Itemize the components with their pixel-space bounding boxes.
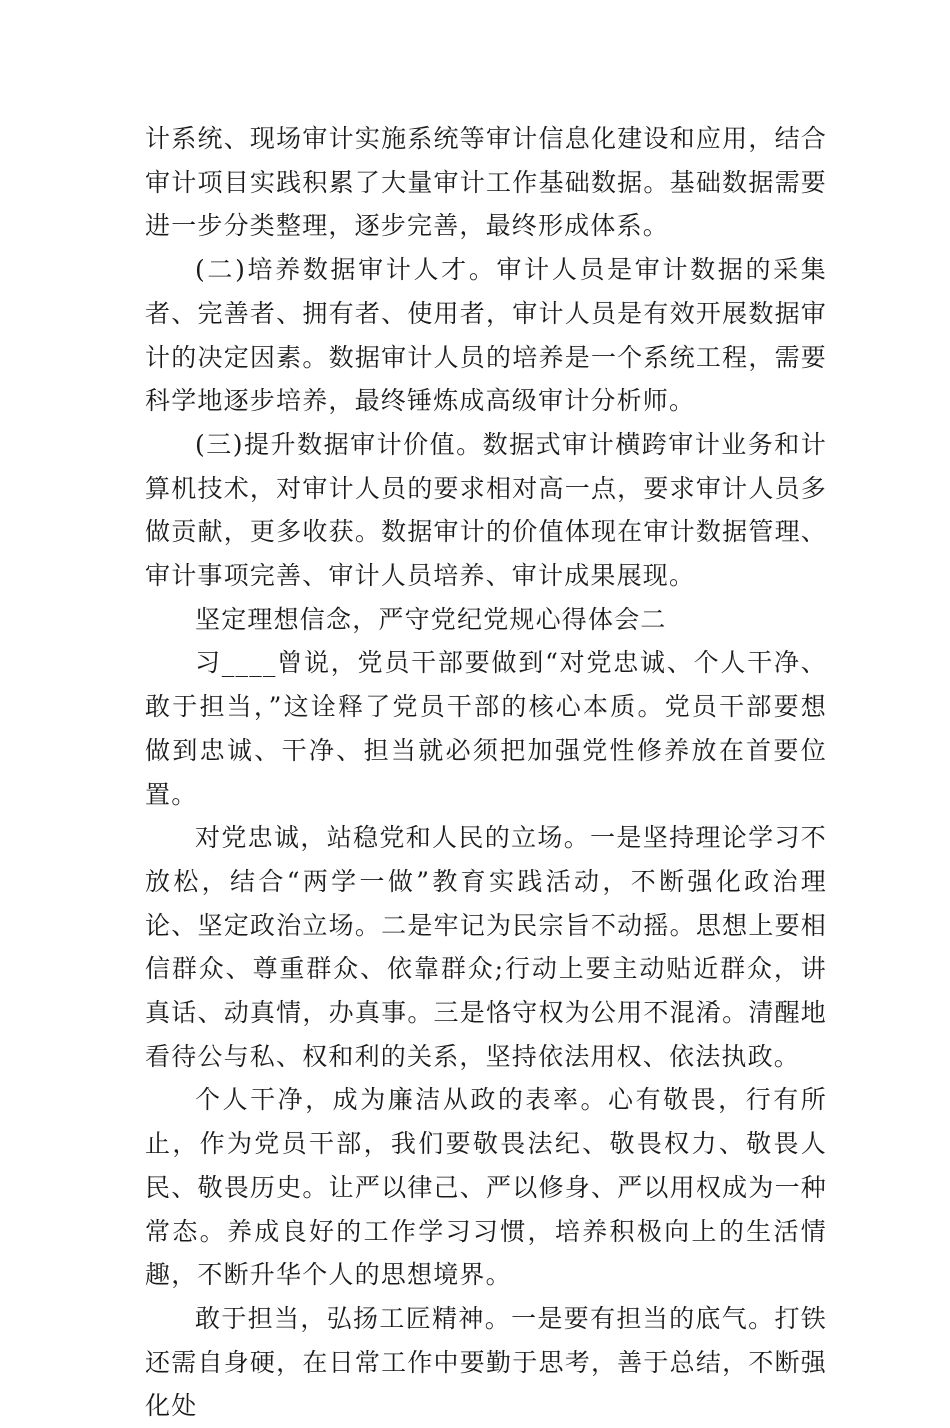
paragraph-loyalty: 对党忠诚，站稳党和人民的立场。一是坚持理论学习不放松，结合“两学一做”教育实践活动，不断强化政治理论、坚定政治立场。二是牢记为民宗旨不动摇。思想上要相信群众、尊重群众、依靠群众;行动上要主动贴近群众，讲真话、动真情，办真事。三是恪守权为公用不混淆。清醒地看待公与私、权和利的关系，坚持依法用权、依法执政。 bbox=[145, 823, 827, 1071]
paragraph-data-audit-value: (三)提升数据审计价值。数据式审计横跨审计业务和计算机技术，对审计人员的要求相对高一点，要求审计人员多做贡献，更多收获。数据审计的价值体现在审计数据管理、审计事项完善、审计人员培养、审计成果展现。 bbox=[145, 429, 827, 591]
paragraph-responsibility: 敢于担当，弘扬工匠精神。一是要有担当的底气。打铁还需自身硬，在日常工作中要勤于思考，善于总结，不断强化处 bbox=[145, 1303, 827, 1421]
paragraph-data-audit-talent: (二)培养数据审计人才。审计人员是审计数据的采集者、完善者、拥有者、使用者，审计人员是有效开展数据审计的决定因素。数据审计人员的培养是一个系统工程，需要科学地逐步培养，最终锤炼成高级审计分析师。 bbox=[145, 255, 827, 416]
document-body bbox=[145, 117, 827, 1428]
paragraph-integrity: 个人干净，成为廉洁从政的表率。心有敬畏，行有所止，作为党员干部，我们要敬畏法纪、敬畏权力、敬畏人民、敬畏历史。让严以律己、严以修身、严以用权成为一种常态。养成良好的工作学习习惯，培养积极向上的生活情趣，不断升华个人的思想境界。 bbox=[145, 1085, 827, 1290]
section-heading: 坚定理想信念，严守党纪党规心得体会二 bbox=[195, 604, 667, 634]
paragraph-continuation: 计系统、现场审计实施系统等审计信息化建设和应用，结合审计项目实践积累了大量审计工作基础数据。基础数据需要进一步分类整理，逐步完善，最终形成体系。 bbox=[145, 124, 827, 241]
paragraph-intro: 习____曾说，党员干部要做到“对党忠诚、个人干净、敢于担当，”这诠释了党员干部的核心本质。党员干部要想做到忠诚、干净、担当就必须把加强党性修养放在首要位置。 bbox=[145, 648, 827, 809]
